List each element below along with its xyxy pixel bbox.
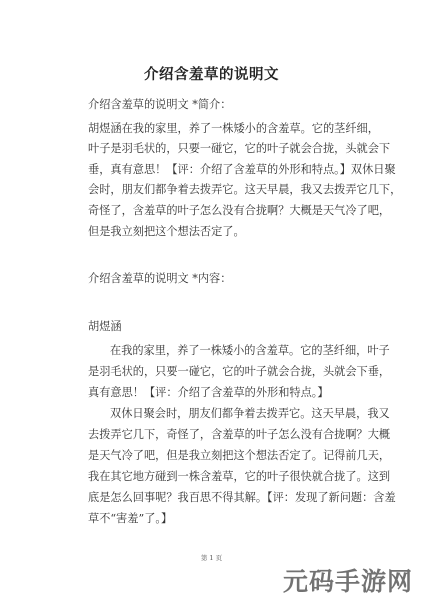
page-title: 介绍含羞草的说明文 xyxy=(144,67,279,83)
intro-heading: 介绍含羞草的说明文 *简介： xyxy=(88,98,232,111)
paragraph-line: 我在其它地方碰到一株含羞草，它的叶子很快就合拢了。这到 xyxy=(88,470,391,483)
watermark-logo: 元码手游网 xyxy=(282,567,413,596)
paragraph-line: 是天气冷了吧，但是我立刻把这个想法否定了。记得前几天， xyxy=(88,449,391,462)
paragraph-line: 但是我立刻把这个想法否定了。 xyxy=(88,225,245,238)
paragraph-line: 真有意思！【评：介绍了含羞草的外形和特点。】 xyxy=(88,386,329,399)
author-name: 胡煜涵 xyxy=(88,320,122,333)
paragraph-line: 是羽毛状的，只要一碰它，它的叶子就会合拢，头就会下垂， xyxy=(88,365,391,378)
paragraph-line: 底是怎么回事呢？我百思不得其解。【评：发现了新问题：含羞 xyxy=(88,491,396,504)
paragraph-line: 草不“害羞”了。】 xyxy=(88,512,173,525)
paragraph-line: 会时，朋友们都争着去拨弄它。这天早晨，我又去拨弄它几下， xyxy=(88,183,402,196)
page-number: 第 1 页 xyxy=(200,554,223,562)
content-heading: 介绍含羞草的说明文 *内容： xyxy=(88,272,232,285)
paragraph-line: 在我的家里，养了一株矮小的含羞草。它的茎纤细，叶子 xyxy=(110,344,390,357)
paragraph-line: 去拨弄它几下，奇怪了，含羞草的叶子怎么没有合拢啊？大概 xyxy=(88,428,391,441)
paragraph-line: 叶子是羽毛状的，只要一碰它，它的叶子就会合拢，头就会下 xyxy=(88,142,391,155)
paragraph-line: 垂，真有意思！【评：介绍了含羞草的外形和特点。】双休日聚 xyxy=(88,163,396,176)
paragraph-line: 双休日聚会时，朋友们都争着去拨弄它。这天早晨，我又 xyxy=(110,407,390,420)
paragraph-line: 奇怪了，含羞草的叶子怎么没有合拢啊？大概是天气冷了吧， xyxy=(88,204,391,217)
paragraph-line: 胡煜涵在我的家里，养了一株矮小的含羞草。它的茎纤细， xyxy=(88,122,379,135)
